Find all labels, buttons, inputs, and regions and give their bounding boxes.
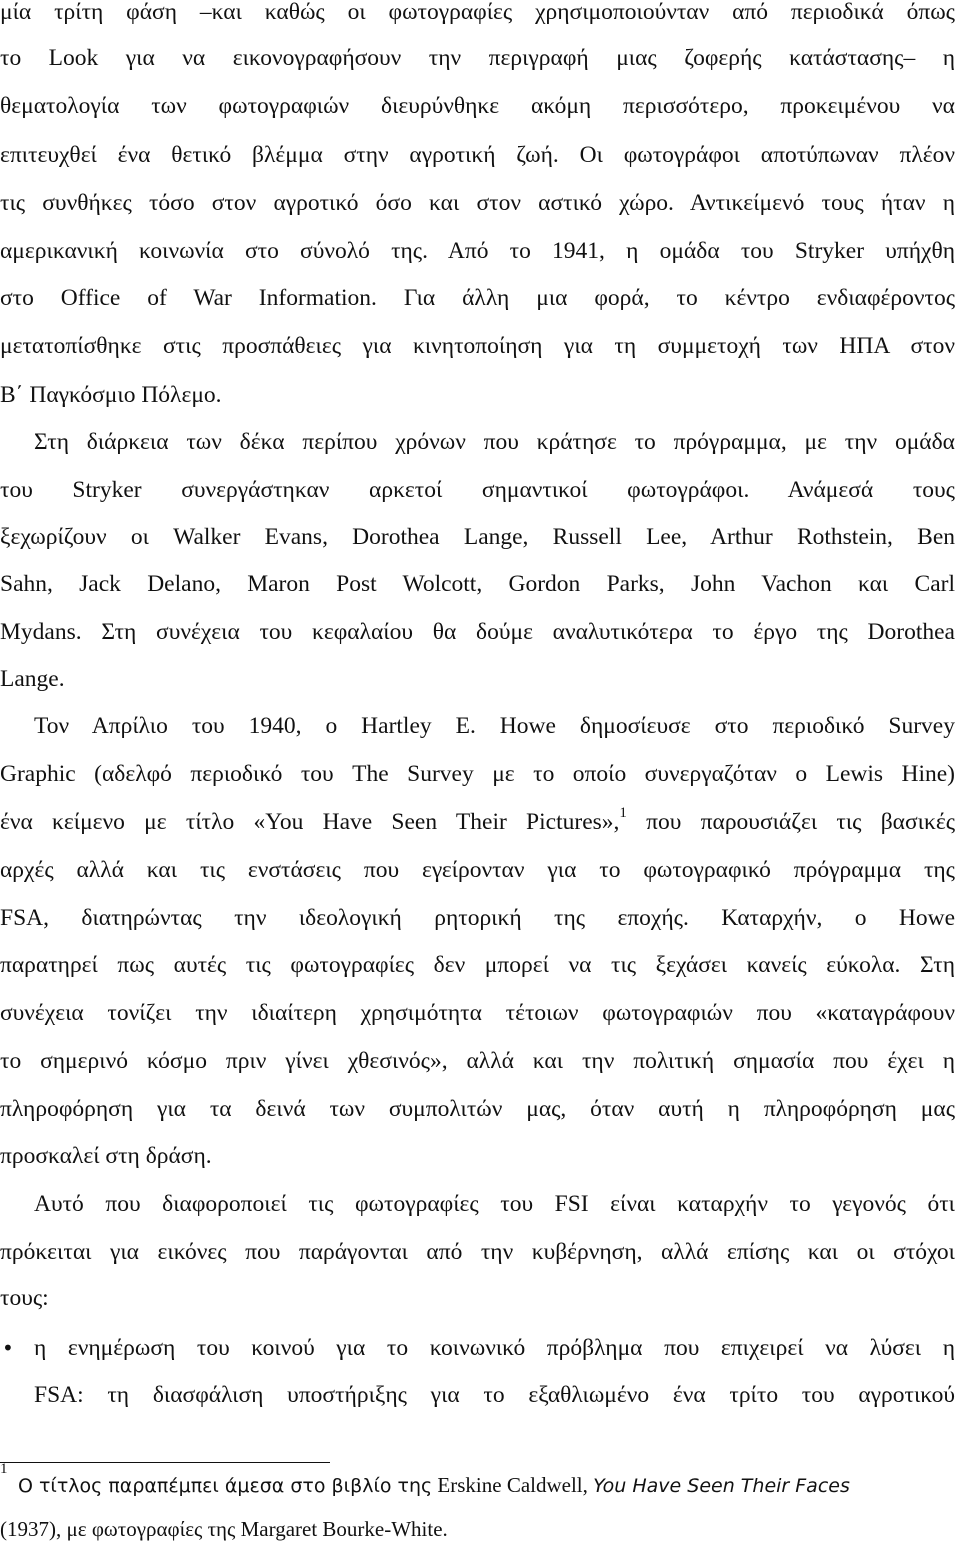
footnote-book-title: You Have Seen Their Faces [593, 1475, 850, 1497]
text-line: θεματολογία των φωτογραφιών διευρύνθηκε ακόμη περισσότερο, προκειμένου να [0, 93, 955, 119]
footnote-line: (1937), με φωτογραφίες της Margaret Bourke-White. [0, 1517, 448, 1541]
bullet-text-line: FSA: τη διασφάλιση υποστήριξης για το εξαθλιωμένο ένα τρίτο του αγροτικού [34, 1382, 955, 1408]
text-line: Graphic (αδελφό περιοδικό του The Survey με το οποίο συνεργαζόταν ο Lewis Hine) [0, 761, 955, 787]
text-line: πληροφόρηση για τα δεινά των συμπολιτών μας, όταν αυτή η πληροφόρηση μας [0, 1096, 955, 1122]
text-line-with-footnote [0, 807, 955, 837]
text-line: FSA, διατηρώντας την ιδεολογική ρητορική της εποχής. Καταρχήν, ο Howe [0, 905, 955, 931]
text-line: τις συνθήκες τόσο στον αγροτικό όσο και στον αστικό χώρο. Αντικείμενό τους ήταν η [0, 190, 955, 216]
text-line: Sahn, Jack Delano, Maron Post Wolcott, Gordon Parks, John Vachon και Carl [0, 571, 955, 597]
text-line: μία τρίτη φάση –και καθώς οι φωτογραφίες χρησιμοποιούνταν από περιοδικά όπως [0, 0, 955, 25]
text-line: στο Office of War Information. Για άλλη μια φορά, το κέντρο ενδιαφέροντος [0, 285, 955, 311]
text-line: το Look για να εικονογραφήσουν την περιγραφή μιας ζοφερής κατάστασης– η [0, 45, 955, 71]
text-line: Στη διάρκεια των δέκα περίπου χρόνων που κράτησε το πρόγραμμα, με την ομάδα [34, 429, 955, 455]
bullet-text-line: η ενημέρωση του κοινού για το κοινωνικό πρόβλημα που επιχειρεί να λύσει η [34, 1335, 955, 1361]
text-line: του Stryker συνεργάστηκαν αρκετοί σημαντικοί φωτογράφοι. Ανάμεσά τους [0, 477, 955, 503]
text-line: παρατηρεί πως αυτές τις φωτογραφίες δεν μπορεί να τις ξεχάσει κανείς εύκολα. Στη [0, 952, 955, 978]
footnote-reference[interactable]: 1 [619, 805, 627, 821]
text-line: Mydans. Στη συνέχεια του κεφαλαίου θα δούμε αναλυτικότερα το έργο της Dorothea [0, 619, 955, 645]
text-line: Τον Απρίλιο του 1940, ο Hartley E. Howe δημοσίευσε στο περιοδικό Survey [34, 713, 955, 739]
text-line: συνέχεια τονίζει την ιδιαίτερη χρησιμότητα τέτοιων φωτογραφιών που «καταγράφουν [0, 1000, 955, 1026]
text-line: Lange. [0, 666, 65, 692]
text-line: προσκαλεί στη δράση. [0, 1143, 212, 1169]
footnote-text: Ο τίτλος παραπέμπει άμεσα στο βιβλίο της [18, 1475, 433, 1497]
text-line: ξεχωρίζουν οι Walker Evans, Dorothea Lange, Russell Lee, Arthur Rothstein, Ben [0, 524, 955, 550]
text-line: μετατοπίσθηκε στις προσπάθειες για κινητοποίηση για τη συμμετοχή των ΗΠΑ στον [0, 333, 955, 359]
text-line: το σημερινό κόσμο πριν γίνει χθεσινός», αλλά και την πολιτική σημασία που έχει η [0, 1048, 955, 1074]
bullet-icon: • [2, 1336, 14, 1360]
text-line: επιτευχθεί ένα θετικό βλέμμα στην αγροτική ζωή. Οι φωτογράφοι αποτύπωναν πλέον [0, 142, 955, 168]
text-line: τους: [0, 1285, 49, 1311]
footnote-line [18, 1471, 960, 1500]
text-segment: ένα κείμενο με τίτλο «You Have Seen Their Pictures», [0, 809, 620, 835]
text-line: αμερικανική κοινωνία στο σύνολό της. Από το 1941, η ομάδα του Stryker υπήχθη [0, 238, 955, 264]
text-segment: που παρουσιάζει τις βασικές [646, 809, 956, 835]
text-line: πρόκειται για εικόνες που παράγονται από την κυβέρνηση, αλλά επίσης και οι στόχοι [0, 1239, 955, 1265]
text-line: αρχές αλλά και τις ενστάσεις που εγείρονταν για το φωτογραφικό πρόγραμμα της [0, 857, 955, 883]
footnote-marker: 1 [0, 1461, 8, 1477]
footnote-author: Erskine Caldwell, [437, 1473, 588, 1497]
text-line: Β΄ Παγκόσμιο Πόλεμο. [0, 382, 222, 408]
text-line: Αυτό που διαφοροποιεί τις φωτογραφίες του FSI είναι καταρχήν το γεγονός ότι [34, 1191, 955, 1217]
footnote-separator [0, 1462, 330, 1463]
